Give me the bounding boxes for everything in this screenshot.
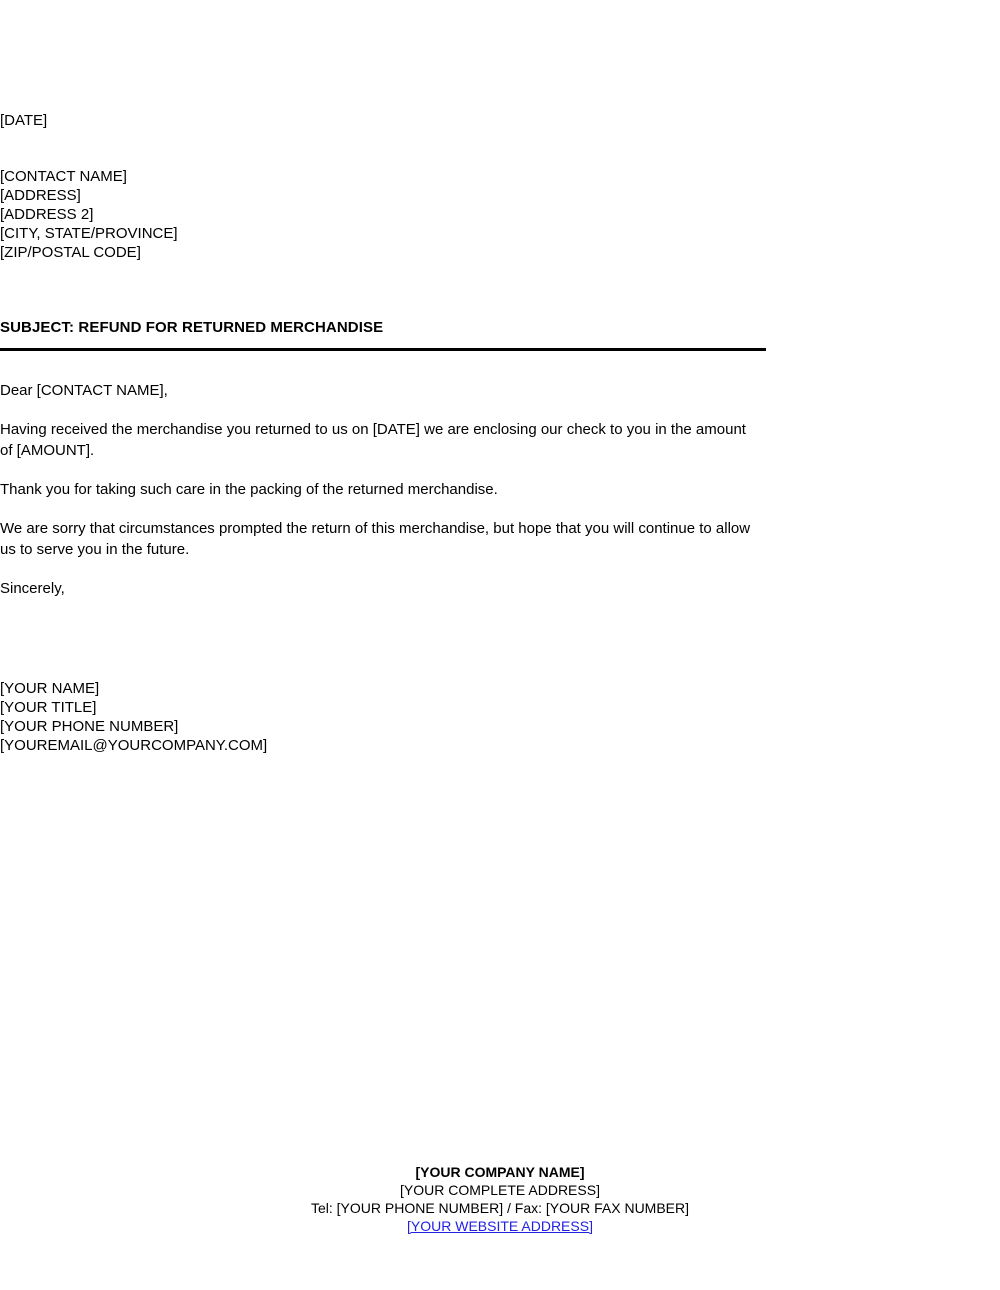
recipient-address-block [0, 167, 766, 262]
signature-block [0, 679, 766, 755]
body-paragraph-1: Having received the merchandise you returned to us on [DATE] we are enclosing our check to you in the amount of [AMOUNT]. [0, 421, 746, 459]
salutation: Dear [CONTACT NAME], [0, 382, 168, 399]
footer-address: [YOUR COMPLETE ADDRESS] [400, 1182, 600, 1198]
signature-line-name: [YOUR NAME] [0, 680, 100, 697]
address-line-contact-name: [CONTACT NAME] [0, 168, 127, 185]
letter-body [0, 380, 762, 599]
address-line-postal-code: [ZIP/POSTAL CODE] [0, 244, 141, 261]
footer-website-link[interactable]: [YOUR WEBSITE ADDRESS] [407, 1218, 593, 1234]
subject-section [0, 318, 766, 351]
footer-company-name: [YOUR COMPANY NAME] [415, 1164, 585, 1180]
address-line-city-state: [CITY, STATE/PROVINCE] [0, 225, 178, 242]
footer-contact-line: Tel: [YOUR PHONE NUMBER] / Fax: [YOUR FAX NUMBER] [310, 1200, 690, 1216]
closing-line: Sincerely, [0, 580, 65, 597]
date-placeholder: [DATE] [0, 112, 48, 129]
address-line-address-2: [ADDRESS 2] [0, 206, 94, 223]
address-line-address: [ADDRESS] [0, 187, 81, 204]
signature-line-phone: [YOUR PHONE NUMBER] [0, 718, 179, 735]
date-block [0, 110, 766, 131]
signature-line-email: [YOUREMAIL@YOURCOMPANY.COM] [0, 737, 268, 754]
footer-website-line [0, 1217, 1000, 1235]
body-paragraph-2: Thank you for taking such care in the packing of the returned merchandise. [0, 481, 498, 498]
subject-divider-rule [0, 348, 766, 351]
subject-heading: SUBJECT: REFUND FOR RETURNED MERCHANDISE [0, 319, 384, 336]
body-paragraph-3: We are sorry that circumstances prompted the return of this merchandise, but hope that you will continue to allow us to serve you in the future. [0, 520, 751, 558]
page-footer [0, 1163, 1000, 1235]
signature-line-title: [YOUR TITLE] [0, 699, 97, 716]
